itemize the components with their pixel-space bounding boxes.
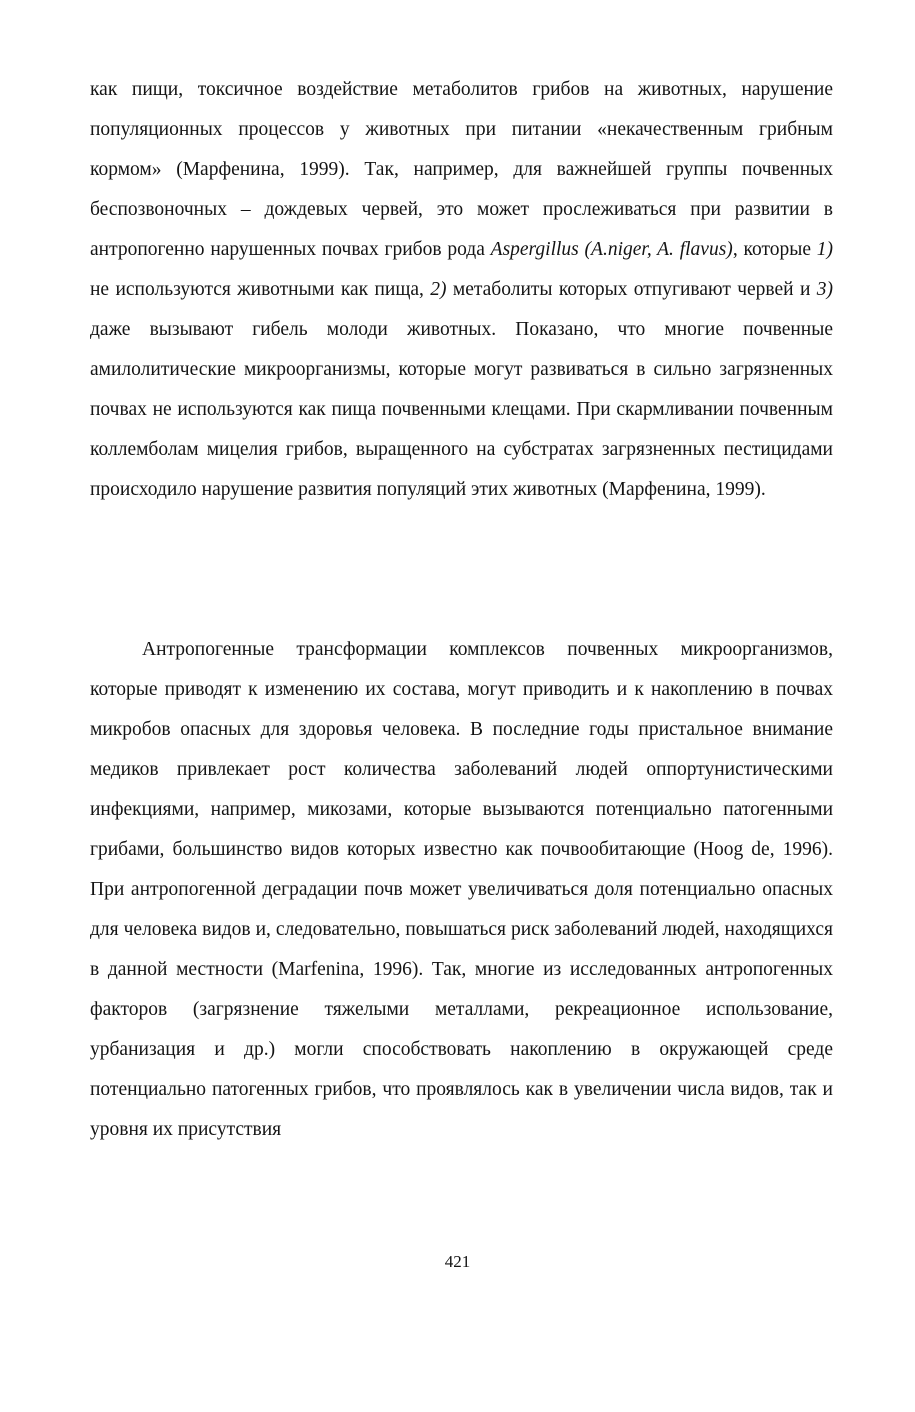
paragraph-1-text <box>90 70 833 510</box>
para-1-text-a: как пищи, токсичное воздействие метаболитов грибов на животных, нарушение популяционных процессов у животных при питании «некачественным грибным кормом» (Марфенина, 1999). Так, например, для важнейшей группы почвенных беспозвоночных – дождевых червей, это может прослеживаться при развитии в антропогенно нарушенных почвах грибов рода <box>90 79 833 260</box>
paragraph-1 <box>90 70 833 510</box>
para-1-text-c: не используются животными как пища, <box>90 279 431 300</box>
para-1-enum-1: 1) <box>816 239 834 260</box>
para-1-enum-2: 2) <box>430 279 447 300</box>
para-1-text-e: даже вызывают гибель молоди животных. Показано, что многие почвенные амилолитические микроорганизмы, которые могут развиваться в сильно загрязненных почвах не используются как пища почвенными клещами. При скармливании почвенным коллемболам мицелия грибов, выращенного на субстратах загрязненных пестицидами происходило нарушение развития популяций этих животных (Марфенина, 1999). <box>90 319 833 500</box>
paragraph-2-text: Антропогенные трансформации комплексов почвенных микроорганизмов, которые приводят к изменению их состава, могут приводить и к накоплению в почвах микробов опасных для здоровья человека. В последние годы пристальное внимание медиков привлекает рост количества заболеваний людей оппортунистическими инфекциями, например, микозами, которые вызываются потенциально патогенными грибами, большинство видов которых известно как почвообитающие (Hoog de, 1996). При антропогенной деградации почв может увеличиваться доля потенциально опасных для человека видов и, следовательно, повышаться риск заболеваний людей, находящихся в данной местности (Marfenina, 1996). Так, многие из исследованных антропогенных факторов (загрязнение тяжелыми металлами, рекреационное использование, урбанизация и др.) могли способствовать накоплению в окружающей среде потенциально патогенных грибов, что проявлялось как в увеличении числа видов, так и уровня их присутствия <box>90 639 833 1140</box>
page-number: 421 <box>444 1252 471 1271</box>
para-1-enum-3: 3) <box>816 279 834 300</box>
paragraph-2 <box>90 630 833 1150</box>
para-1-text-d: метаболиты которых отпугивают червей и <box>446 279 817 300</box>
para-1-species-name: Aspergillus (A.niger, A. flavus) <box>490 239 733 260</box>
para-1-text-b: , которые <box>732 239 817 260</box>
